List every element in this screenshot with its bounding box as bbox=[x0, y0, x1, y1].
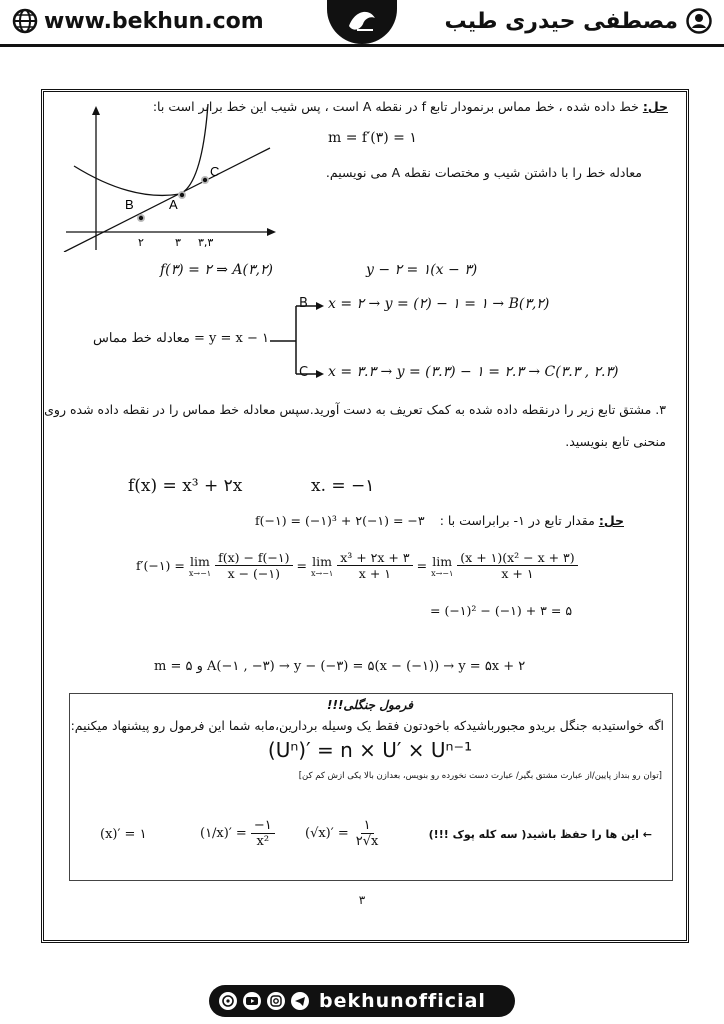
formula-sqrt: (√x)′ = $\frac{۱}{۲√x}$ bbox=[305, 818, 379, 849]
author-text: مصطفی حیدری طیب bbox=[444, 8, 678, 34]
page-number: ۳ bbox=[358, 893, 366, 907]
derivative-limit: f′(−۱) = lim x→−۱ $\frac{f(x) - f(-۱)}{x - (-۱)}$ = lim x→−۱ $\frac{\text{x³ + ۲x + ۳}}{x + ۱}$ = lim x→−۱ $\frac{\text{(x + ۱)(x² − x + ۳)}}{x + ۱}$ bbox=[136, 550, 578, 581]
solution3-value-eq: f(−۱) = (−۱)³ + ۲(−۱) = −۳ bbox=[255, 513, 425, 528]
branch-b-label: B bbox=[299, 296, 308, 311]
tangent-graph bbox=[62, 104, 277, 252]
branch-c-equation: x = ۳.۳ → y = (۳.۳) − ۱ = ۲.۳ → C(۳.۳ , ۲.۳) bbox=[328, 364, 619, 380]
branch-b-equation: x = ۲ → y = (۲) − ۱ = ۱ → B(۳,۲) bbox=[328, 296, 550, 312]
brand-logo bbox=[327, 0, 397, 44]
tick-33: ۳,۳ bbox=[198, 236, 214, 249]
solution1-text: خط داده شده ، خط مماس برنمودار تابع f در نقطه A است ، پس شیب این خط برابر است با: bbox=[152, 99, 639, 114]
solution-label: حل: bbox=[642, 99, 668, 114]
limit-1: lim x→−۱ bbox=[188, 553, 212, 578]
youtube-icon[interactable] bbox=[243, 992, 261, 1010]
jungle-title: فرمول جنگلی!!! bbox=[327, 698, 413, 712]
formula-x: (x)′ = ۱ bbox=[100, 827, 147, 842]
problem3-line2: منحنی تابع بنویسید. bbox=[565, 434, 666, 449]
user-icon bbox=[686, 8, 712, 34]
point-equation: f(۳) = ۲ ⇒ A(۳,۲) bbox=[160, 262, 273, 278]
derivative-result: = (−۱)² − (−۱) + ۳ = ۵ bbox=[430, 603, 573, 618]
final-tangent-line: m = ۵ و A(−۱ , −۳) → y − (−۳) = ۵(x − (−۱)) → y = ۵x + ۲ bbox=[154, 659, 526, 674]
limit-lhs: f′(−۱) = bbox=[136, 558, 185, 573]
limit-3: lim x→−۱ bbox=[431, 553, 454, 578]
footer-handle[interactable]: bekhunofficial bbox=[319, 990, 486, 1012]
branch-c-label: C bbox=[299, 365, 309, 380]
solution3-value-text: مقدار تابع در ۱- برابراست با : bbox=[439, 513, 595, 528]
tangent-label: معادله خط مماس = y = x − ۱ bbox=[93, 331, 270, 346]
website-text: www.bekhun.com bbox=[44, 8, 264, 34]
problem3-function: f(x) = x³ + ۲x bbox=[128, 476, 243, 496]
line-text: معادله خط را با داشتن شیب و مختصات نقطه A می نویسیم. bbox=[325, 165, 642, 180]
formula-inverse: (۱/x)′ = $\frac{-۱}{\text{x²}}$ bbox=[200, 818, 275, 849]
fraction-2: $\frac{\text{x³ + ۲x + ۳}}{x + ۱}$ bbox=[337, 550, 412, 581]
limit-2: lim x→−۱ bbox=[310, 553, 334, 578]
globe-icon bbox=[12, 8, 38, 34]
pinterest-icon[interactable] bbox=[219, 992, 237, 1010]
solution3-label: حل: bbox=[598, 513, 624, 528]
social-footer[interactable] bbox=[209, 985, 515, 1017]
tick-2: ۲ bbox=[138, 236, 144, 249]
problem3-line1: ۳. مشتق تابع زیر را درنقطه داده شده به کمک تعریف به دست آورید.سپس معادله خط مماس را در نقطه داده شده روی bbox=[44, 402, 666, 417]
telegram-icon[interactable] bbox=[291, 992, 309, 1010]
tick-3: ۳ bbox=[175, 236, 181, 249]
slope-equation: m = f′(۳) = ۱ bbox=[328, 130, 417, 146]
website-link[interactable] bbox=[12, 8, 264, 34]
header-divider bbox=[0, 44, 724, 47]
label-c: C bbox=[210, 164, 220, 179]
label-b: B bbox=[125, 197, 134, 212]
instagram-icon[interactable] bbox=[267, 992, 285, 1010]
solution3-value bbox=[440, 513, 624, 528]
label-a: A bbox=[169, 197, 178, 212]
problem3-point: x. = −۱ bbox=[311, 476, 375, 496]
branch-arrows bbox=[268, 298, 328, 380]
jungle-text: اگه خواستیدبه جنگل بریدو مجبورباشیدکه باخودتون فقط یک وسیله بردارین،مابه شما این فرمول رو پیشنهاد میکنیم: bbox=[70, 718, 664, 733]
jungle-note: [توان رو بنداز پایین/از عبارت مشتق بگیر/ عبارت دست نخورده رو بنویس، بعدازن بالا یکی ازش کم کن] bbox=[298, 771, 662, 781]
fraction-3: $\frac{\text{(x + ۱)(x² − x + ۳)}}{x + ۱}$ bbox=[457, 550, 577, 581]
jungle-remember: ← این ها را حفظ باشید( سه کله پوک !!!) bbox=[428, 828, 652, 841]
fraction-1: $\frac{f(x) - f(-۱)}{x - (-۱)}$ bbox=[215, 550, 292, 581]
tangent-equation: y − ۲ = ۱(x − ۳) bbox=[366, 262, 478, 278]
author-name bbox=[444, 8, 712, 34]
jungle-formula: (Uⁿ)′ = n × U′ × Uⁿ⁻¹ bbox=[267, 738, 473, 762]
